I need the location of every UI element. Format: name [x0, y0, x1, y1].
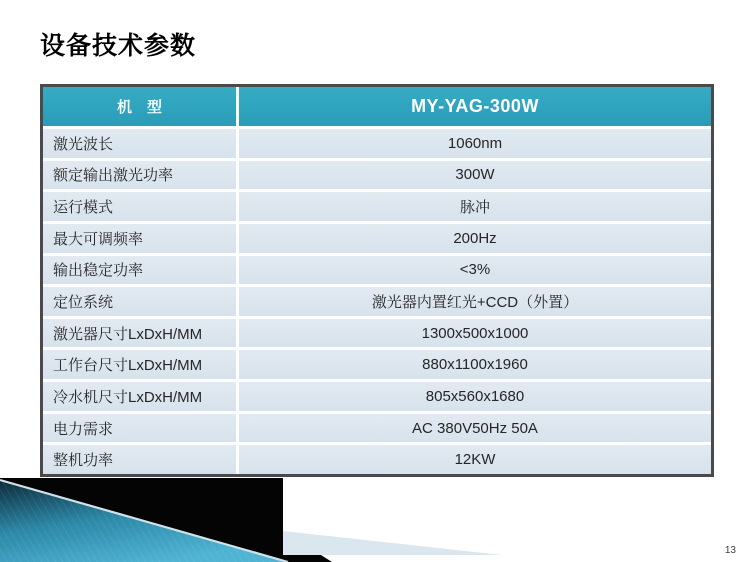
slide-title: 设备技术参数 [40, 32, 197, 60]
row-value: 300W [455, 166, 495, 184]
row-value: 1060nm [447, 134, 503, 152]
teal-triangle-texture [0, 480, 288, 562]
bottom-decoration [0, 478, 750, 562]
header-model-value: MY-YAG-300W [411, 96, 539, 116]
row-label: 激光器尺寸LxDxH/MM [43, 319, 239, 348]
table-row [43, 347, 711, 379]
table-row [43, 411, 711, 443]
table-row [43, 158, 711, 190]
row-value: 1300x500x1000 [421, 324, 529, 342]
table-row [43, 253, 711, 285]
table-row [43, 284, 711, 316]
row-label: 定位系统 [43, 287, 239, 316]
header-model-label: 机 型 [43, 87, 239, 126]
row-value: 12KW [454, 451, 496, 469]
row-label: 额定输出激光功率 [43, 161, 239, 190]
teal-triangle [0, 480, 288, 562]
row-value: 脉冲 [459, 199, 490, 217]
table-row [43, 189, 711, 221]
page-number: 13 [724, 545, 736, 556]
table-header-row [43, 87, 711, 126]
row-value: 200Hz [453, 229, 497, 247]
row-value: 880x1100x1960 [422, 356, 528, 374]
table-row [43, 442, 711, 474]
spec-table [40, 84, 714, 477]
row-label: 工作台尺寸LxDxH/MM [43, 350, 239, 379]
teal-triangle-edge [0, 480, 288, 562]
row-label: 输出稳定功率 [43, 256, 239, 285]
light-wedge [283, 531, 502, 555]
table-row [43, 221, 711, 253]
row-label: 运行模式 [43, 192, 239, 221]
row-label: 最大可调频率 [43, 224, 239, 253]
row-value: <3% [459, 261, 491, 279]
table-row [43, 126, 711, 158]
table-row [43, 316, 711, 348]
table-row [43, 379, 711, 411]
row-value: 805x560x1680 [425, 387, 525, 405]
row-label: 冷水机尺寸LxDxH/MM [43, 382, 239, 411]
row-label: 整机功率 [43, 445, 239, 474]
row-value: 激光器内置红光+CCD（外置） [371, 294, 579, 312]
row-value: AC 380V50Hz 50A [412, 419, 538, 437]
row-label: 电力需求 [43, 414, 239, 443]
black-polygon [0, 478, 332, 562]
row-label: 激光波长 [43, 129, 239, 158]
